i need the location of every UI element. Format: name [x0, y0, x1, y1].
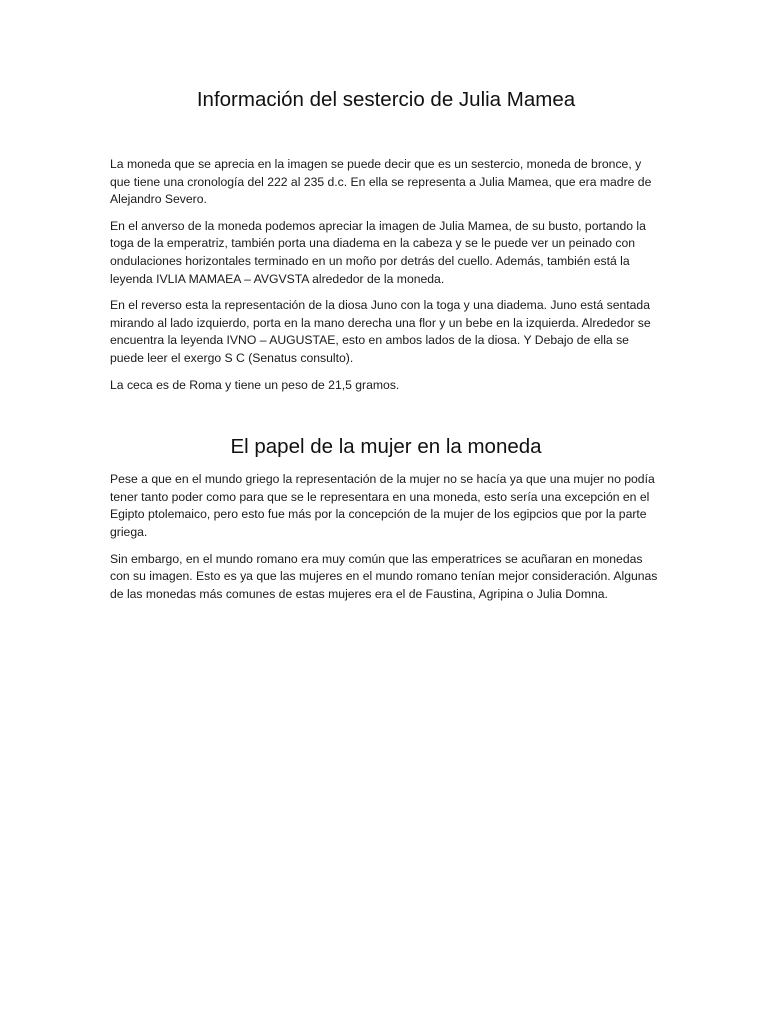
- paragraph-mint-weight: La ceca es de Roma y tiene un peso de 21,5 gramos.: [110, 377, 400, 392]
- document-body: [110, 86, 662, 612]
- paragraph-reverse: En el reverso esta la representación de la diosa Juno con la toga y una diadema. Juno está sentada mirando al lado izquierdo, porta en la mano derecha una flor y un bebe en la izquierda. Alrededor se encuentra la leyenda IVNO – AUGUSTAE, esto en ambos lados de la diosa. Y Debajo de ella se puede leer el exergo S C (Senatus consulto).: [110, 298, 651, 365]
- section-title-julia-mamea: Información del sestercio de Julia Mamea: [196, 88, 576, 111]
- paragraph-roman-world: Sin embargo, en el mundo romano era muy común que las emperatrices se acuñaran en monedas con su imagen. Esto es ya que las mujeres en el mundo romano tenían mejor consideración. Algunas de las monedas más comunes de estas mujeres era el de Faustina, Agripina o Julia Domna.: [110, 551, 658, 601]
- paragraph-obverse: En el anverso de la moneda podemos apreciar la imagen de Julia Mamea, de su busto, portando la toga de la emperatriz, también porta una diadema en la cabeza y se le puede ver un peinado con ondulaciones horizontales terminado en un moño por detrás del cuello. Además, también está la leyenda IVLIA MAMAEA – AVGVSTA alrededor de la moneda.: [110, 218, 646, 286]
- section-spacer: [110, 403, 662, 433]
- section-title-women-on-coins: El papel de la mujer en la moneda: [230, 435, 542, 459]
- paragraph-greek-world: Pese a que en el mundo griego la representación de la mujer no se hacía ya que una mujer no podía tener tanto poder como para que se le representara en una moneda, esto sería una excepción en el Egipto ptolemaico, pero esto fue más por la concepción de la mujer de los egipcios que por la parte griega.: [110, 472, 655, 539]
- paragraph-coin-intro: La moneda que se aprecia en la imagen se puede decir que es un sestercio, moneda de bronce, y que tiene una cronología del 222 al 235 d.c. En ella se representa a Julia Mamea, que era madre de Alejandro Severo.: [110, 157, 652, 207]
